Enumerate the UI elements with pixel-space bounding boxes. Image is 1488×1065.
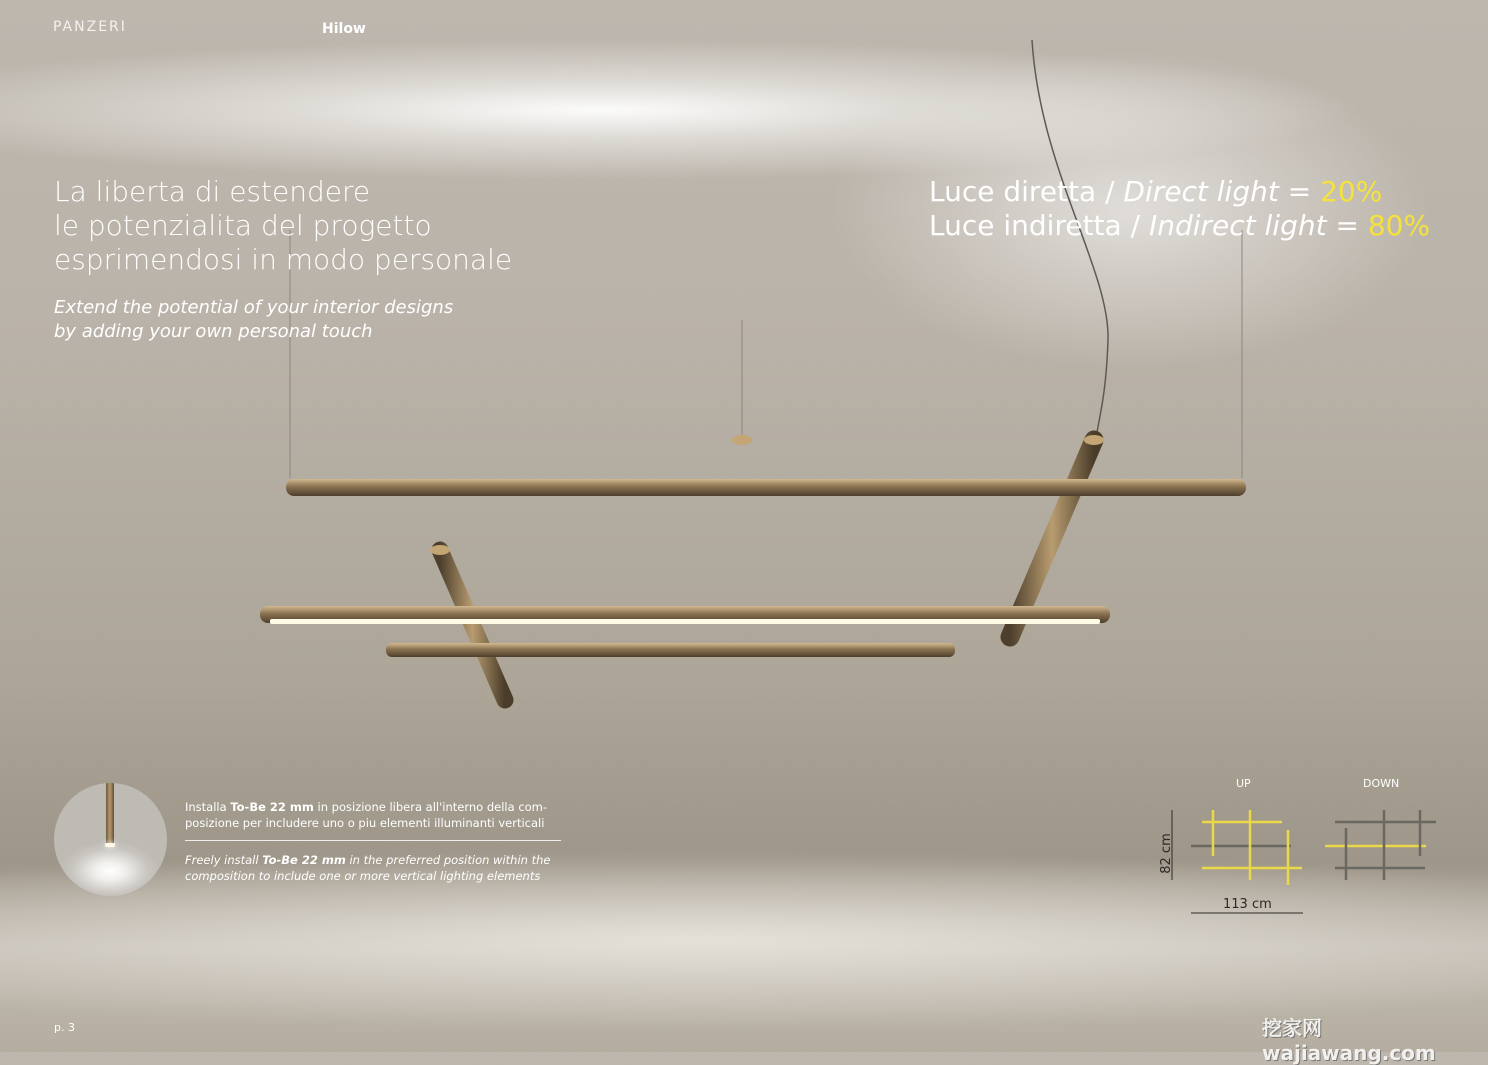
product-name: To-Be 22 mm — [230, 800, 314, 814]
height-label: 82 cm — [1158, 833, 1174, 874]
desc-text: in the preferred position within the composition to include one or more vertical lighting elements — [185, 853, 551, 883]
rod-cap — [1084, 435, 1104, 445]
horizontal-bar-top — [286, 479, 1246, 496]
product-name: To-Be 22 mm — [262, 853, 346, 867]
page-number: p. 3 — [54, 1021, 75, 1034]
slanted-rod-left — [440, 550, 505, 700]
rod-cap — [430, 545, 450, 555]
led-detail — [105, 843, 115, 847]
desc-text: in posizione libera all'interno della com-posizione per includere uno o piu elementi illuminanti verticali — [185, 800, 548, 830]
rod-cap — [732, 435, 752, 445]
description-italian — [185, 799, 565, 831]
watermark: 挖家网 wajiawang.com — [1262, 1016, 1436, 1065]
led-strip — [270, 619, 1100, 624]
equals: = — [1326, 209, 1368, 242]
up-label: UP — [1236, 777, 1251, 790]
light-distribution — [929, 175, 1430, 243]
direct-label-en: Direct light — [1123, 175, 1279, 208]
model-name: Hilow — [322, 21, 366, 37]
rod-detail — [106, 783, 114, 843]
desc-text: Installa — [185, 800, 231, 814]
indirect-label-en: Indirect light — [1148, 209, 1327, 242]
down-label: DOWN — [1363, 777, 1400, 790]
headline-line: esprimendosi in modo personale — [54, 243, 513, 276]
separator: / — [1096, 175, 1124, 208]
width-label: 113 cm — [1223, 897, 1272, 912]
horizontal-bar-bottom — [386, 643, 955, 657]
desc-text: Freely install — [185, 853, 263, 867]
divider — [185, 840, 561, 841]
direct-value: 20% — [1320, 175, 1383, 208]
indirect-light-line — [929, 209, 1430, 243]
headline-english — [54, 296, 453, 344]
direct-label-it: Luce diretta — [929, 175, 1097, 208]
headline-line: by adding your own personal touch — [54, 321, 373, 342]
headline-italian — [54, 175, 512, 277]
diagram-up — [1191, 810, 1302, 885]
indirect-label-it: Luce indiretta — [929, 209, 1122, 242]
separator: / — [1121, 209, 1149, 242]
brand-logo: PANZERI — [53, 19, 127, 35]
detail-image — [54, 783, 167, 896]
direct-light-line — [929, 175, 1430, 209]
equals: = — [1278, 175, 1321, 208]
headline-line: Extend the potential of your interior designs — [54, 297, 454, 318]
headline-line: le potenzialita del progetto — [54, 209, 432, 242]
indirect-value: 80% — [1367, 209, 1431, 242]
headline-line: La liberta di estendere — [54, 175, 371, 208]
diagram-down — [1325, 810, 1436, 880]
description-english — [185, 852, 565, 884]
